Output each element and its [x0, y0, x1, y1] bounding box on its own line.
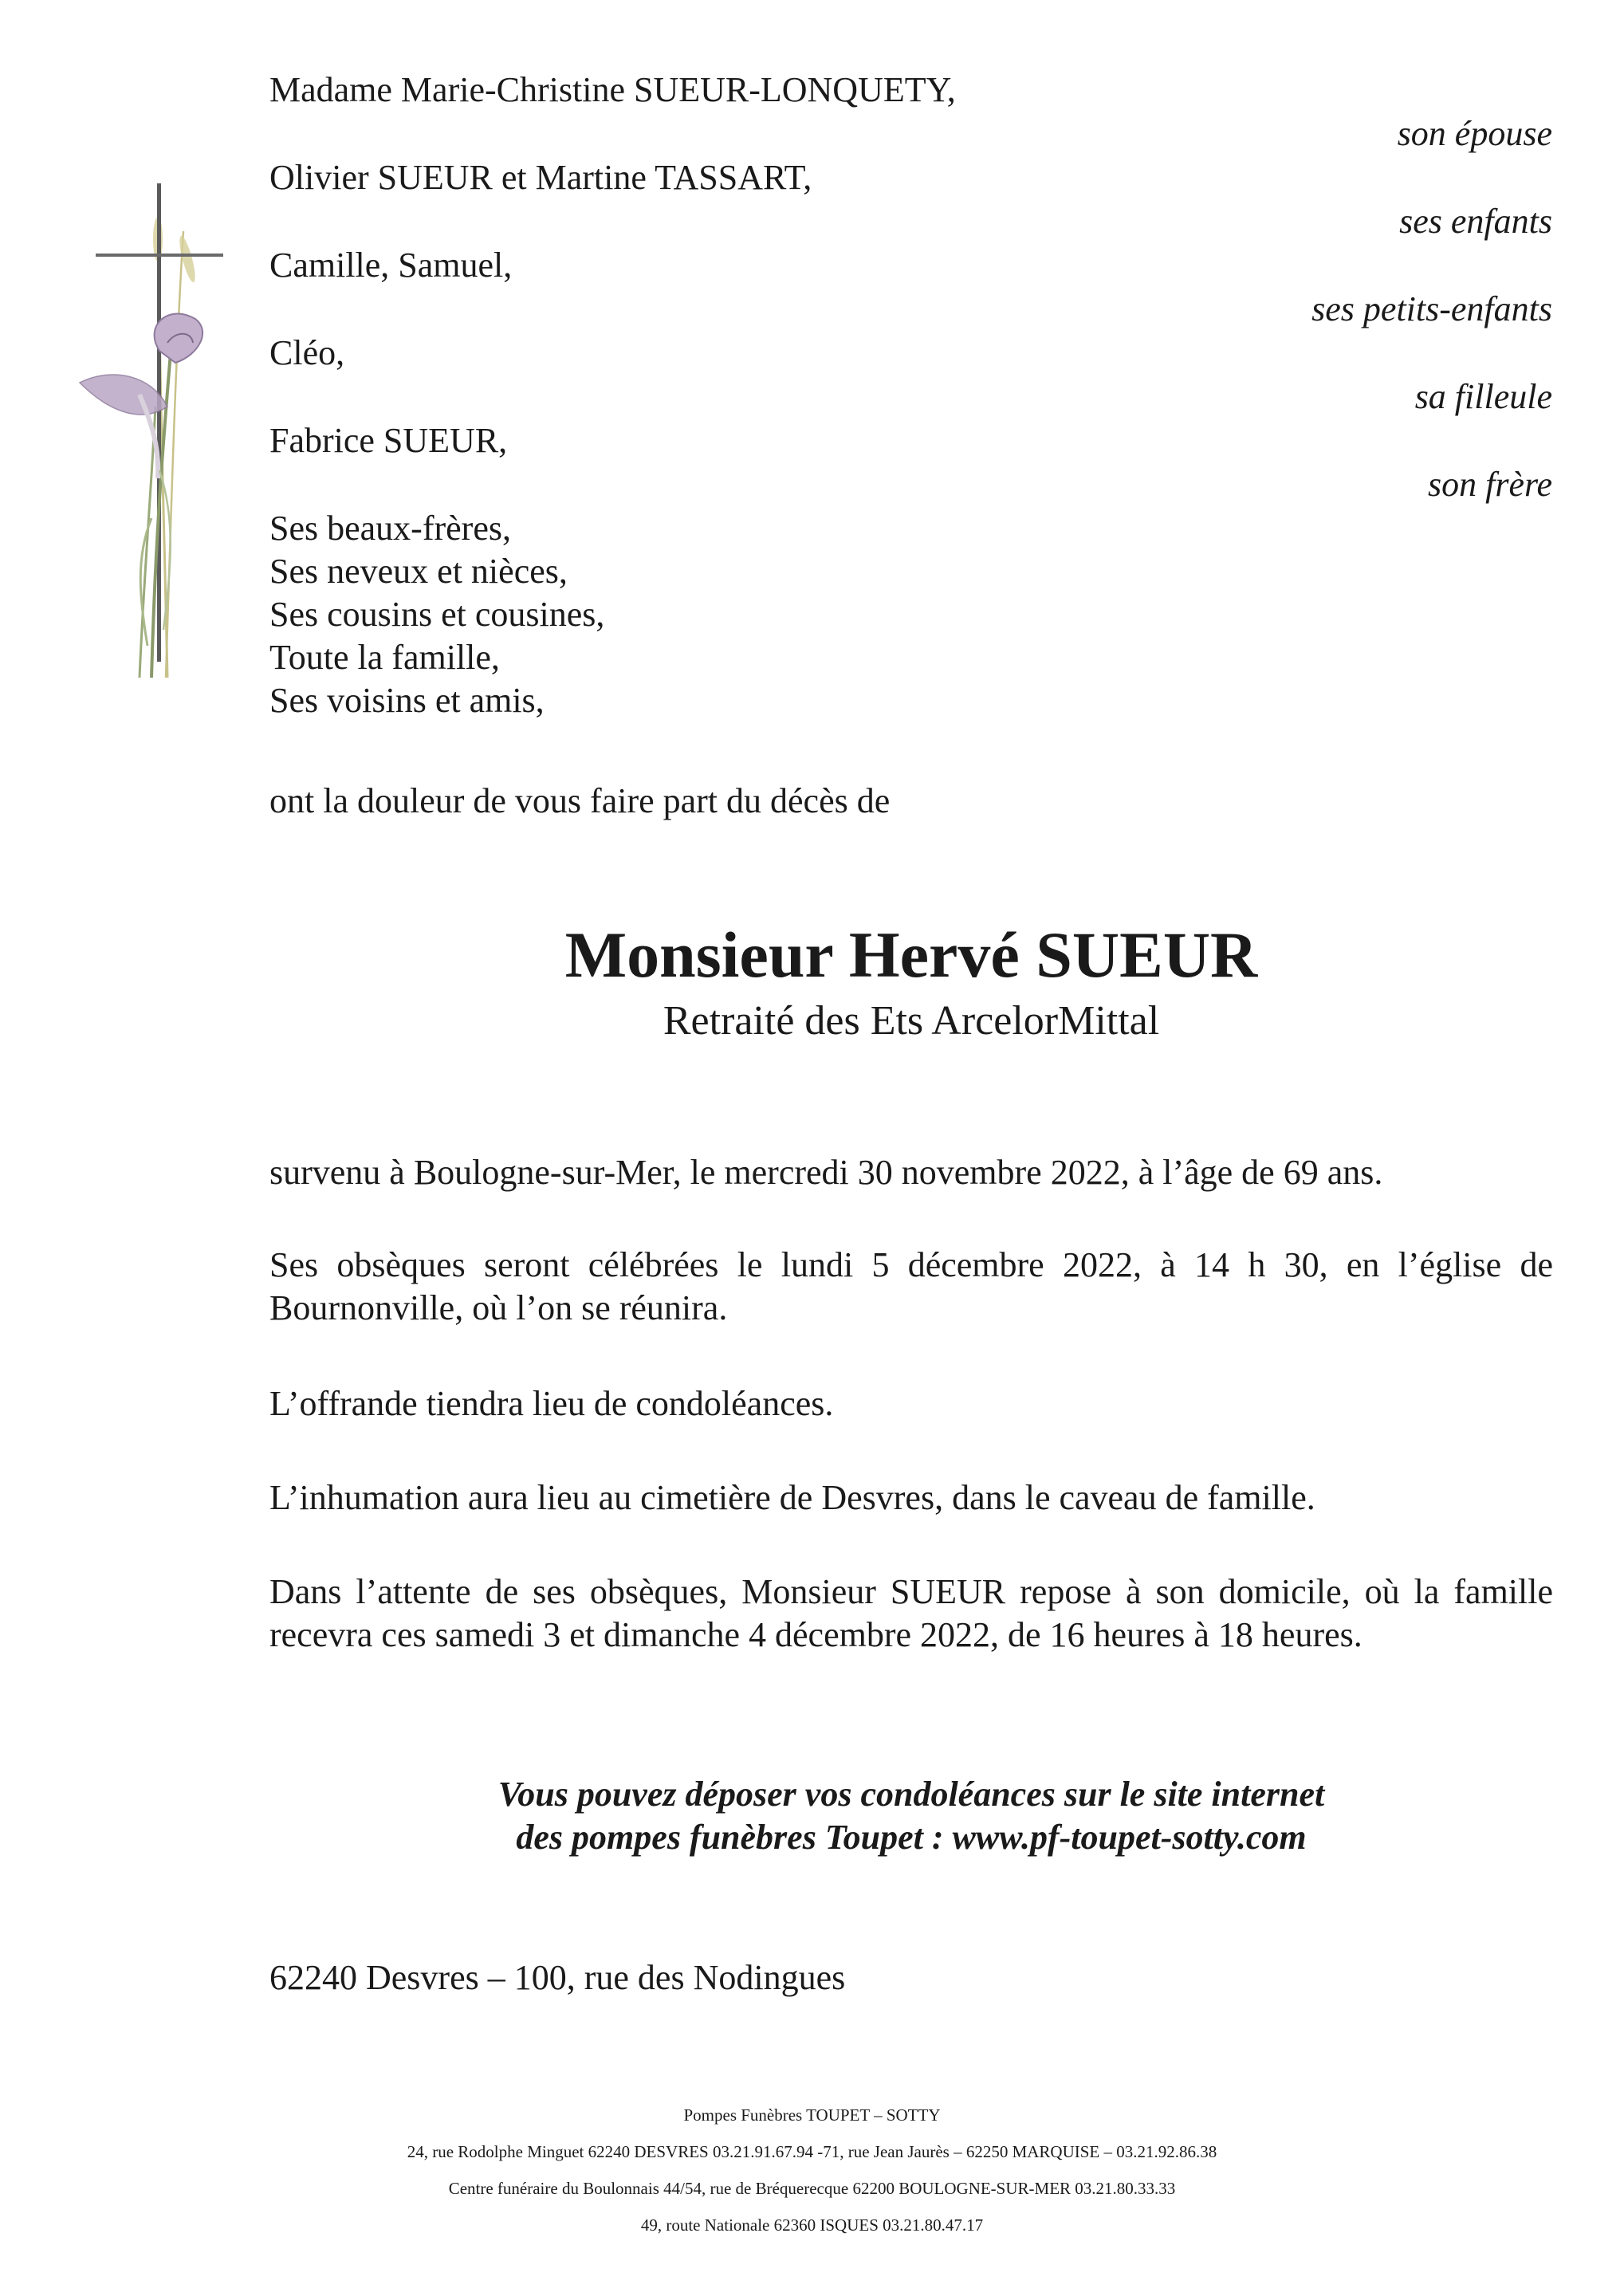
footer-company: Pompes Funèbres TOUPET – SOTTY: [683, 2105, 941, 2125]
condolences-line: Vous pouvez déposer vos condoléances sur le site internet: [497, 1775, 1325, 1814]
footer-address-boulogne: Centre funéraire du Boulonnais 44/54, rue de Bréquerecque 62200 BOULOGNE-SUR-MER 03.21.80.33.33: [448, 2179, 1176, 2198]
relation-label: sa filleule: [1414, 377, 1552, 416]
footer-address-isques: 49, route Nationale 62360 ISQUES 03.21.80.47.17: [640, 2215, 984, 2235]
family-line: Olivier SUEUR et Martine TASSART,: [269, 158, 812, 197]
announcement: ont la douleur de vous faire part du décès de: [269, 781, 891, 820]
family-line: Camille, Samuel,: [269, 246, 513, 285]
offering-paragraph: L’offrande tiendra lieu de condoléances.: [269, 1384, 834, 1423]
relatives-line: Ses cousins et cousines,: [269, 595, 605, 634]
deceased-name: Monsieur Hervé SUEUR: [564, 918, 1258, 991]
funeral-paragraph: Ses obsèques seront célébrées le lundi 5 décembre 2022, à 14 h 30, en l’église de Bournonville, où l’on se réunira.: [269, 1245, 1553, 1327]
cross-lily-icon: [64, 183, 247, 694]
relation-label: ses enfants: [1399, 202, 1552, 241]
family-line: Madame Marie-Christine SUEUR-LONQUETY,: [269, 70, 956, 109]
burial-paragraph: L’inhumation aura lieu au cimetière de Desvres, dans le caveau de famille.: [269, 1478, 1315, 1517]
condolences-link[interactable]: des pompes funèbres Toupet : www.pf-toupet-sotty.com: [516, 1818, 1307, 1857]
relatives-line: Ses beaux-frères,: [269, 509, 511, 548]
address: 62240 Desvres – 100, rue des Nodingues: [269, 1958, 846, 1997]
family-line: Cléo,: [269, 333, 345, 372]
relatives-line: Ses neveux et nièces,: [269, 552, 568, 591]
relation-label: ses petits-enfants: [1311, 289, 1552, 328]
footer-address-desvres: 24, rue Rodolphe Minguet 62240 DESVRES 03.21.91.67.94 -71, rue Jean Jaurès – 62250 MARQUISE – 03.21.92.86.38: [407, 2142, 1217, 2161]
death-paragraph: survenu à Boulogne-sur-Mer, le mercredi 30 novembre 2022, à l’âge de 69 ans.: [269, 1153, 1383, 1192]
relation-label: son frère: [1427, 465, 1552, 504]
family-line: Fabrice SUEUR,: [269, 421, 508, 460]
cross-lily-emblem: [64, 183, 247, 694]
relation-label: son épouse: [1397, 114, 1552, 153]
visitation-paragraph: Dans l’attente de ses obsèques, Monsieur SUEUR repose à son domicile, où la famille recevra ces samedi 3 et dimanche 4 décembre 2022, de 16 heures à 18 heures.: [269, 1572, 1553, 1654]
relatives-line: Ses voisins et amis,: [269, 681, 545, 720]
deceased-title: Retraité des Ets ArcelorMittal: [663, 998, 1160, 1044]
relatives-line: Toute la famille,: [269, 638, 500, 677]
